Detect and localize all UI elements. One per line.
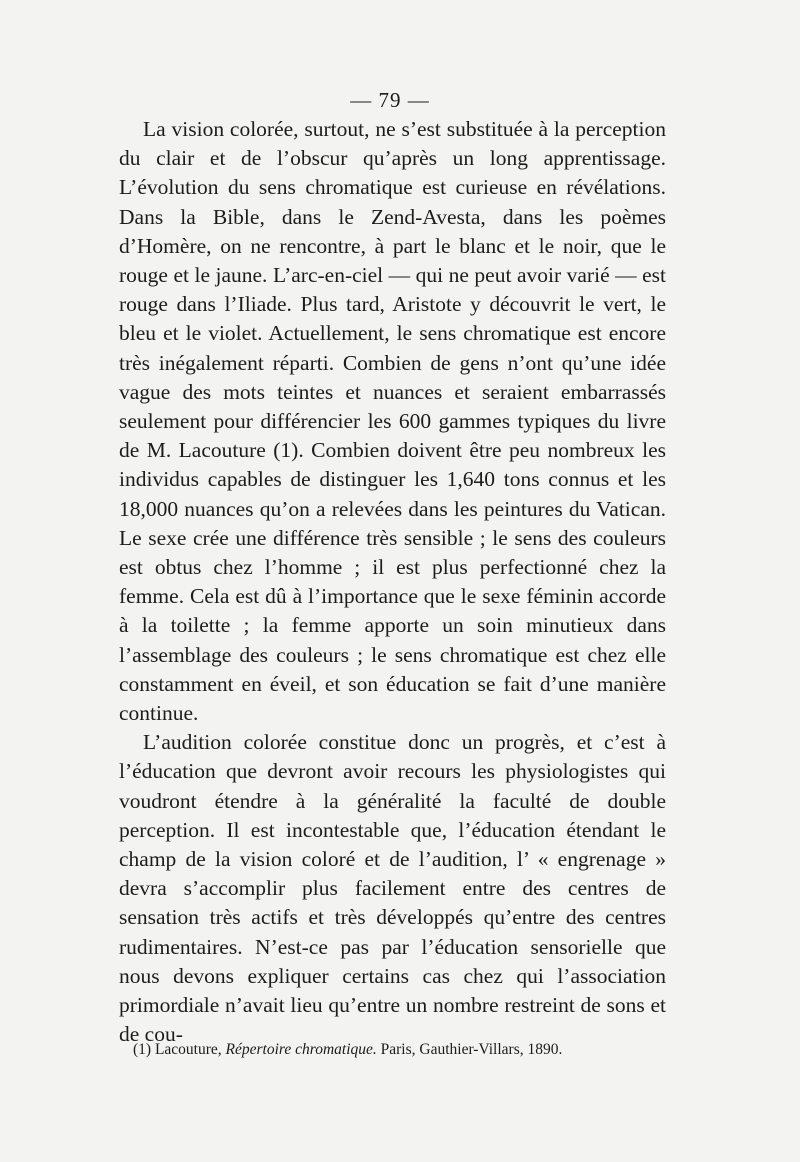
footnote-publisher: Paris, Gauthier-Villars, 1890. (380, 1041, 563, 1058)
page-number: — 79 — (350, 88, 430, 112)
footnote-title: Répertoire chromatique. (225, 1041, 377, 1058)
paragraph-1: La vision colorée, surtout, ne s’est substituée à la perception du clair et de l’obscur qu’après un long apprentissage. L’évolution du sens chromatique est curieuse en révélations. Dans la Bible, dans le Zend-Avesta, dans les poèmes d’Homère, on ne rencontre, à part le blanc et le noir, que le rouge et le jaune. L’arc-en-ciel — qui ne peut avoir varié — est rouge dans l’Iliade. Plus tard, Aristote y découvrit le vert, le bleu et le violet. Actuellement, le sens chromatique est encore très inégalement réparti. Combien de gens n’ont qu’une idée vague des mots teintes et nuances et seraient embarrassés seulement pour différencier les 600 gammes typiques du livre de M. Lacouture (1). Combien doivent être peu nombreux les individus capables de distinguer les 1,640 tons connus et les 18,000 nuances qu’on a relevées dans les peintures du Vatican. Le sexe crée une différence très sensible ; le sens des couleurs est obtus chez l’homme ; il est plus perfectionné chez la femme. Cela est dû à l’importance que le sexe féminin accorde à la toilette ; la femme apporte un soin minutieux dans l’assemblage des couleurs ; le sens chromatique est chez elle constamment en éveil, et son éducation se fait d’une manière continue. (119, 117, 666, 726)
footnote (133, 1040, 673, 1060)
paragraph-2: L’audition colorée constitue donc un progrès, et c’est à l’éducation que devront avoir recours les physiologistes qui voudront étendre à la généralité la faculté de double perception. Il est incontestable que, l’éducation étendant le champ de la vision coloré et de l’audition, l’ « engrenage » devra s’accomplir plus facilement entre des centres de sensation très actifs et très développés qu’entre des centres rudimentaires. N’est-ce pas par l’éducation sensorielle que nous devons expliquer certains cas chez qui l’association primordiale n’avait lieu qu’entre un nombre restreint de sons et de cou- (119, 730, 666, 1047)
body-text (119, 115, 666, 1050)
footnote-marker: (1) Lacouture, (133, 1041, 222, 1058)
